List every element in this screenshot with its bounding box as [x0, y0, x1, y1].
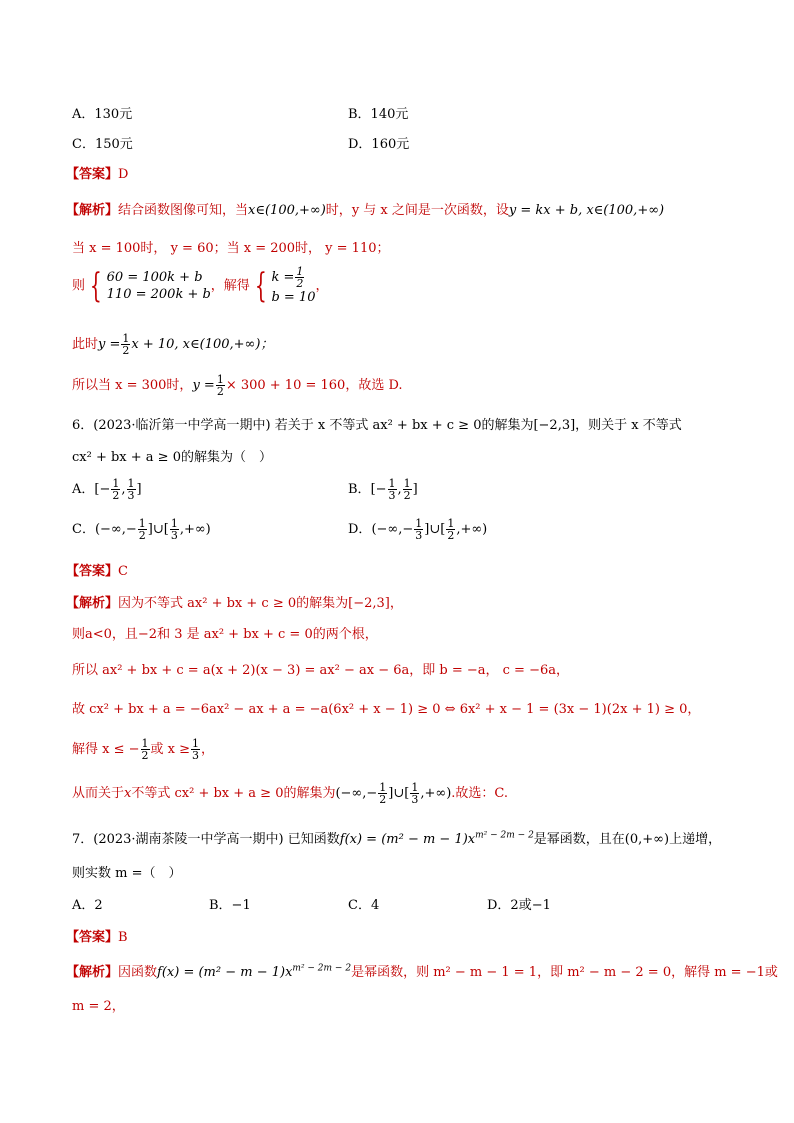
- q7-analysis-line2: m = 2，: [72, 999, 125, 1014]
- text: ]∪[: [424, 522, 446, 537]
- denominator: 2: [379, 793, 387, 806]
- answer-tag: 【答案】: [66, 930, 119, 945]
- q6-option-d: [348, 518, 487, 541]
- q7-option-c: C．4: [348, 898, 380, 913]
- answer-tag: 【答案】: [66, 564, 119, 579]
- math: y =: [192, 378, 215, 393]
- q5-analysis-line4: [72, 333, 273, 356]
- numerator: 1: [296, 265, 304, 278]
- q6-option-c: [72, 518, 211, 541]
- denominator: 2: [112, 489, 120, 502]
- analysis-text: 是幂函数，则 m² − m − 1 = 1，即 m² − m − 2 = 0，解得 m = −1或: [351, 965, 778, 980]
- text: (−∞,−: [371, 522, 414, 537]
- denominator: 2: [141, 749, 149, 762]
- denominator: 2: [138, 529, 146, 542]
- fraction: [414, 518, 423, 541]
- option-label: A．: [72, 482, 95, 497]
- solution: b = 10: [271, 290, 316, 305]
- q7-stem-line2: 则实数 m =（ ）: [72, 866, 182, 881]
- text: 7．(2023·湖南茶陵一中学高一期中) 已知函数: [72, 832, 340, 847]
- text: ]: [412, 482, 418, 497]
- left-brace: {: [89, 266, 102, 306]
- analysis-text: 因函数: [118, 965, 158, 980]
- text: 不等式 cx² + bx + a ≥ 0的解集为: [131, 786, 336, 801]
- numerator: 1: [411, 781, 419, 794]
- numerator: 1: [112, 477, 120, 490]
- fraction: [170, 518, 179, 541]
- q7-option-a: A．2: [72, 898, 103, 913]
- q6-analysis-line3: 所以 ax² + bx + c = a(x + 2)(x − 3) = ax² − ax − 6a，即 b = −a， c = −6a，: [72, 663, 569, 678]
- q5-analysis-line1: [66, 199, 664, 218]
- denominator: 2: [403, 489, 411, 502]
- numerator: 1: [388, 477, 396, 490]
- fraction: [446, 518, 455, 541]
- q5-option-a: A．130元: [72, 107, 133, 122]
- fraction: [403, 478, 412, 501]
- denominator: 3: [388, 489, 396, 502]
- option-label: D．: [348, 522, 372, 537]
- text: 所以当 x = 300时，: [72, 378, 193, 393]
- fraction: [410, 782, 419, 805]
- text: ,+∞): [179, 522, 211, 537]
- analysis-tag: 【解析】: [66, 203, 119, 218]
- denominator: 2: [216, 385, 224, 398]
- exponent: m² − 2m − 2: [292, 963, 352, 974]
- text: ，: [315, 278, 329, 294]
- math: y =: [98, 337, 121, 352]
- numerator: 1: [122, 332, 130, 345]
- text: 解得 x ≤ −: [72, 742, 140, 757]
- solution-system: [271, 266, 315, 306]
- q6-analysis-line2: 则a<0，且−2和 3 是 ax² + bx + c = 0的两个根，: [72, 627, 378, 642]
- q7-option-d: D．2或−1: [487, 898, 551, 913]
- answer-value: B: [118, 930, 128, 945]
- q5-answer: [66, 163, 128, 182]
- denominator: 2: [122, 344, 130, 357]
- fraction: [191, 738, 200, 761]
- text: ]∪[: [147, 522, 169, 537]
- text: ,+∞): [420, 786, 452, 801]
- equation-system: [107, 269, 211, 303]
- text: ,: [121, 482, 126, 497]
- text: ,: [397, 482, 402, 497]
- math: f(x) = (m² − m − 1)x: [339, 832, 476, 847]
- fraction: [216, 374, 225, 397]
- denominator: 3: [415, 529, 423, 542]
- numerator: 1: [127, 477, 135, 490]
- answer-tag: 【答案】: [66, 167, 119, 182]
- math: f(x) = (m² − m − 1)x: [157, 965, 293, 980]
- analysis-text: 因为不等式 ax² + bx + c ≥ 0的解集为[−2,3]，: [118, 596, 403, 611]
- denominator: 2: [447, 529, 455, 542]
- text: ，解得: [210, 278, 250, 294]
- equation: 60 = 100k + b: [106, 270, 203, 285]
- text: 是幂函数，且在(0,+∞)上递增，: [533, 832, 722, 847]
- q5-analysis-line2: 当 x = 100时， y = 60；当 x = 200时， y = 110；: [72, 241, 390, 256]
- answer-value: D: [118, 167, 129, 182]
- text: 从而关于: [72, 786, 125, 801]
- fraction: [127, 478, 136, 501]
- left-brace: {: [254, 266, 267, 306]
- fraction: [121, 333, 130, 356]
- q6-option-a: [72, 478, 142, 501]
- q6-option-b: [348, 478, 418, 501]
- numerator: 1: [379, 781, 387, 794]
- denominator: 3: [170, 529, 178, 542]
- q6-analysis-line4: 故 cx² + bx + a = −6ax² − ax + a = −a(6x² + x − 1) ≥ 0 ⇔ 6x² + x − 1 = (3x − 1)(2x + 1) ≥ 0，: [72, 702, 701, 717]
- q7-option-b: B．−1: [209, 898, 251, 913]
- math: x∈(100,+∞): [248, 203, 326, 218]
- text: (−∞,−: [94, 522, 137, 537]
- text: (−∞,−: [335, 786, 378, 801]
- denominator: 3: [192, 749, 200, 762]
- fraction: [138, 518, 147, 541]
- option-label: C．: [72, 522, 95, 537]
- numerator: 1: [138, 517, 146, 530]
- q5-option-d: D．160元: [348, 137, 410, 152]
- text: ]∪[: [388, 786, 410, 801]
- denominator: 3: [127, 489, 135, 502]
- denominator: 2: [296, 277, 304, 290]
- q5-analysis-line5: [72, 374, 403, 397]
- denominator: 3: [411, 793, 419, 806]
- solution: [271, 266, 315, 289]
- math: × 300 + 10 = 160，故选 D.: [225, 378, 403, 393]
- analysis-tag: 【解析】: [66, 596, 119, 611]
- exponent: m² − 2m − 2: [475, 830, 534, 841]
- answer-value: C: [118, 564, 128, 579]
- text: 则: [72, 278, 86, 294]
- text: ]: [136, 482, 142, 497]
- fraction: [111, 478, 120, 501]
- q6-analysis-line6: [72, 782, 508, 805]
- q6-stem-line1: 6．(2023·临沂第一中学高一期中) 若关于 x 不等式 ax² + bx + c ≥ 0的解集为[−2,3]，则关于 x 不等式: [72, 418, 682, 433]
- math: x + 10, x∈(100,+∞)；: [131, 337, 274, 352]
- q6-analysis-line1: [66, 592, 403, 611]
- text: 或 x ≥: [150, 742, 191, 757]
- option-label: B．: [348, 482, 371, 497]
- numerator: 1: [415, 517, 423, 530]
- numerator: 1: [216, 373, 224, 386]
- fraction: [295, 266, 304, 289]
- q5-analysis-line3: [72, 266, 329, 306]
- analysis-tag: 【解析】: [66, 965, 119, 980]
- fraction: [141, 738, 150, 761]
- q5-option-c: C．150元: [72, 137, 133, 152]
- equation: 110 = 200k + b: [106, 287, 211, 302]
- fraction: [378, 782, 387, 805]
- q6-stem-line2: cx² + bx + a ≥ 0的解集为（ ）: [72, 450, 272, 465]
- q5-option-b: B．140元: [348, 107, 409, 122]
- text: ，: [201, 742, 215, 757]
- text: 此时: [72, 337, 99, 352]
- text: ,+∞): [456, 522, 488, 537]
- text: [−: [370, 482, 387, 497]
- q7-analysis-line1: [66, 961, 778, 980]
- math: y = kx + b, x∈(100,+∞): [508, 203, 665, 218]
- q6-answer: [66, 560, 128, 579]
- numerator: 1: [447, 517, 455, 530]
- q7-answer: [66, 926, 128, 945]
- q7-stem-line1: [72, 828, 721, 847]
- text: .故选：C.: [451, 786, 509, 801]
- text: [−: [94, 482, 111, 497]
- numerator: 1: [403, 477, 411, 490]
- numerator: 1: [170, 517, 178, 530]
- analysis-text: 时，: [325, 203, 352, 218]
- analysis-text: 结合函数图像可知，当: [118, 203, 249, 218]
- text: k =: [271, 270, 295, 285]
- numerator: 1: [141, 737, 149, 750]
- fraction: [388, 478, 397, 501]
- analysis-text: y 与 x 之间是一次函数，设: [351, 203, 509, 218]
- variable: x: [124, 786, 132, 801]
- numerator: 1: [192, 737, 200, 750]
- q6-analysis-line5: [72, 738, 214, 761]
